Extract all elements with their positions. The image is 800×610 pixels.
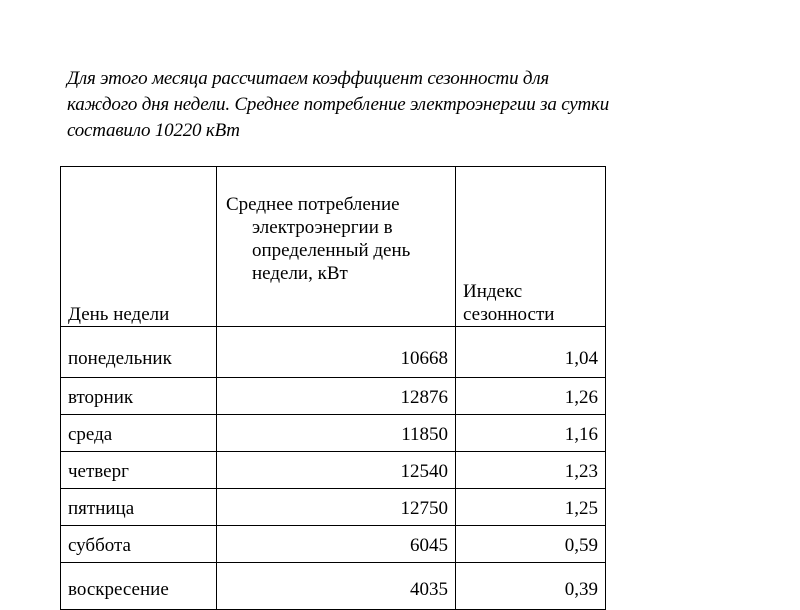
table-row [61, 526, 606, 563]
day-cell: среда [61, 415, 217, 452]
index-cell: 1,04 [456, 327, 606, 378]
header-index-line: Индекс [463, 281, 523, 302]
header-avg-consumption [217, 167, 456, 327]
day-cell: суббота [61, 526, 217, 563]
day-cell: понедельник [61, 327, 217, 378]
header-avg-line: определенный день [252, 240, 411, 261]
day-cell: вторник [61, 378, 217, 415]
avg-cell: 11850 [217, 415, 456, 452]
day-cell: пятница [61, 489, 217, 526]
table-row [61, 452, 606, 489]
index-cell: 1,26 [456, 378, 606, 415]
header-avg-line: недели, кВт [252, 263, 348, 284]
avg-cell: 12876 [217, 378, 456, 415]
day-cell: воскресение [61, 563, 217, 610]
index-cell: 1,25 [456, 489, 606, 526]
table-row [61, 327, 606, 378]
day-cell: четверг [61, 452, 217, 489]
table-header-row [61, 167, 606, 327]
index-cell: 0,39 [456, 563, 606, 610]
avg-cell: 4035 [217, 563, 456, 610]
table-row [61, 378, 606, 415]
seasonality-table [60, 166, 606, 610]
header-avg-line: электроэнергии в [252, 217, 393, 238]
header-seasonality-index [456, 167, 606, 327]
avg-cell: 12540 [217, 452, 456, 489]
header-index-line: сезонности [463, 304, 555, 325]
intro-line: составило 10220 кВт [67, 120, 240, 141]
intro-line: каждого дня недели. Среднее потребление электроэнергии за сутки [67, 94, 610, 115]
index-cell: 1,16 [456, 415, 606, 452]
avg-cell: 12750 [217, 489, 456, 526]
table-row [61, 415, 606, 452]
index-cell: 1,23 [456, 452, 606, 489]
index-cell: 0,59 [456, 526, 606, 563]
avg-cell: 10668 [217, 327, 456, 378]
intro-line: Для этого месяца рассчитаем коэффициент сезонности для [67, 68, 550, 89]
intro-paragraph [67, 66, 757, 144]
header-avg-line: Среднее потребление [226, 194, 400, 215]
table-row [61, 563, 606, 610]
header-day: День недели [61, 167, 217, 327]
table-row [61, 489, 606, 526]
avg-cell: 6045 [217, 526, 456, 563]
